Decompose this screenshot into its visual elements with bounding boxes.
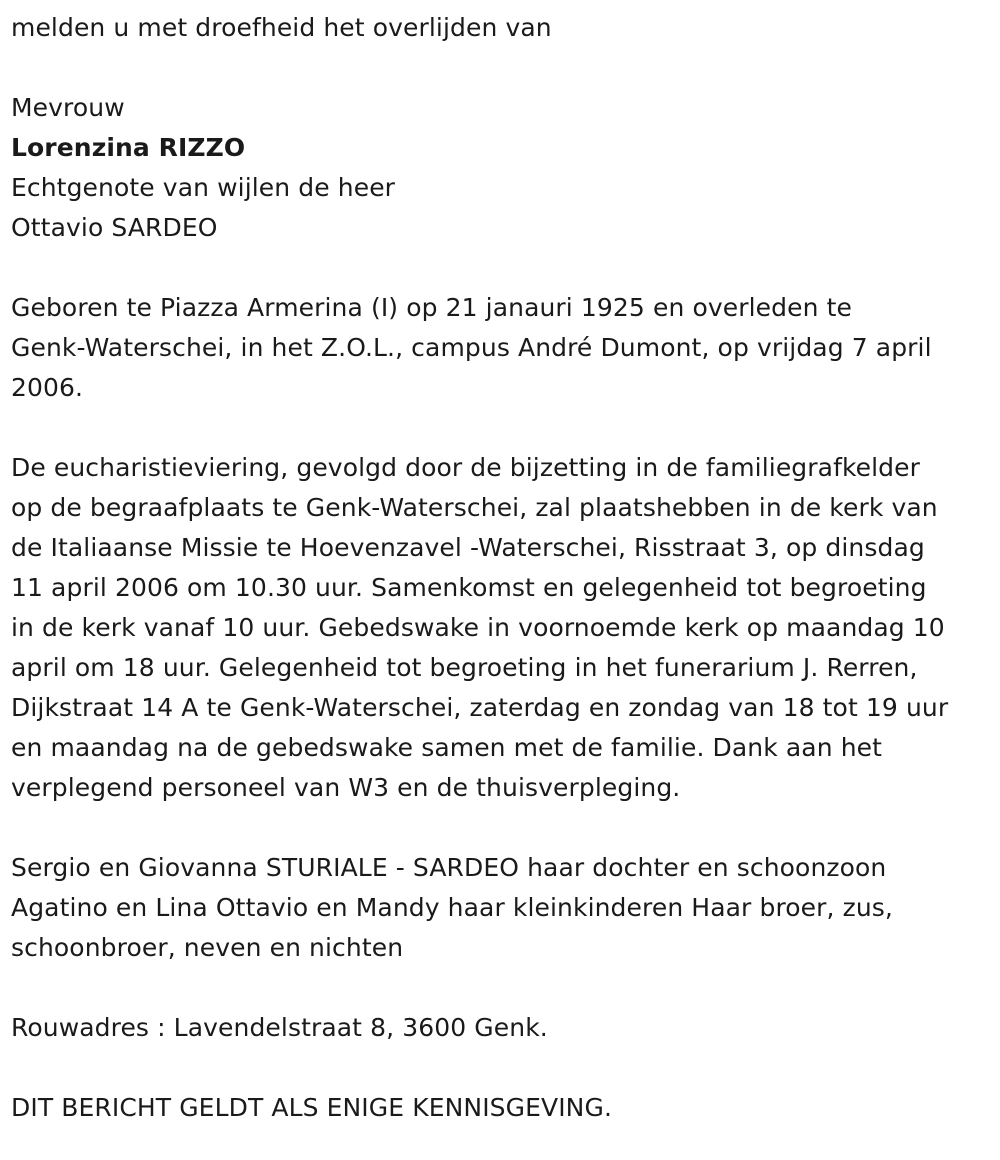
- death-notice-document: [11, 8, 991, 1128]
- text-line: en maandag na de gebedswake samen met de familie. Dank aan het: [11, 733, 883, 762]
- spacer: [11, 808, 991, 848]
- ceremony-paragraph: [11, 448, 991, 808]
- spouse-name: Ottavio SARDEO: [11, 213, 218, 242]
- text-line: in de kerk vanaf 10 uur. Gebedswake in voornoemde kerk op maandag 10: [11, 613, 945, 642]
- deceased-name: Lorenzina RIZZO: [11, 133, 246, 162]
- text-line: 2006.: [11, 373, 84, 402]
- birth-death-paragraph: [11, 288, 991, 408]
- text-line: april om 18 uur. Gelegenheid tot begroeting in het funerarium J. Rerren,: [11, 653, 918, 682]
- text-line: Genk-Waterschei, in het Z.O.L., campus André Dumont, op vrijdag 7 april: [11, 333, 932, 362]
- text-line: de Italiaanse Missie te Hoevenzavel -Waterschei, Risstraat 3, op dinsdag: [11, 533, 925, 562]
- text-line: 11 april 2006 om 10.30 uur. Samenkomst en gelegenheid tot begroeting: [11, 573, 927, 602]
- text-line: Agatino en Lina Ottavio en Mandy haar kleinkinderen Haar broer, zus,: [11, 893, 893, 922]
- text-line: De eucharistieviering, gevolgd door de bijzetting in de familiegrafkelder: [11, 453, 921, 482]
- text-line: schoonbroer, neven en nichten: [11, 933, 404, 962]
- spacer: [11, 248, 991, 288]
- intro-line: melden u met droefheid het overlijden van: [11, 13, 552, 42]
- official-notice: DIT BERICHT GELDT ALS ENIGE KENNISGEVING.: [11, 1093, 612, 1122]
- text-line: Dijkstraat 14 A te Genk-Waterschei, zaterdag en zondag van 18 tot 19 uur: [11, 693, 949, 722]
- deceased-title: Mevrouw: [11, 93, 125, 122]
- deceased-block: [11, 88, 991, 248]
- text-line: Sergio en Giovanna STURIALE - SARDEO haar dochter en schoonzoon: [11, 853, 887, 882]
- spacer: [11, 968, 991, 1008]
- text-line: Geboren te Piazza Armerina (I) op 21 janauri 1925 en overleden te: [11, 293, 852, 322]
- deceased-relation: Echtgenote van wijlen de heer: [11, 173, 396, 202]
- mourning-address: Rouwadres : Lavendelstraat 8, 3600 Genk.: [11, 1013, 548, 1042]
- text-line: verplegend personeel van W3 en de thuisverpleging.: [11, 773, 681, 802]
- spacer: [11, 1048, 991, 1088]
- spacer: [11, 48, 991, 88]
- text-line: op de begraafplaats te Genk-Waterschei, zal plaatshebben in de kerk van: [11, 493, 938, 522]
- spacer: [11, 408, 991, 448]
- family-paragraph: [11, 848, 991, 968]
